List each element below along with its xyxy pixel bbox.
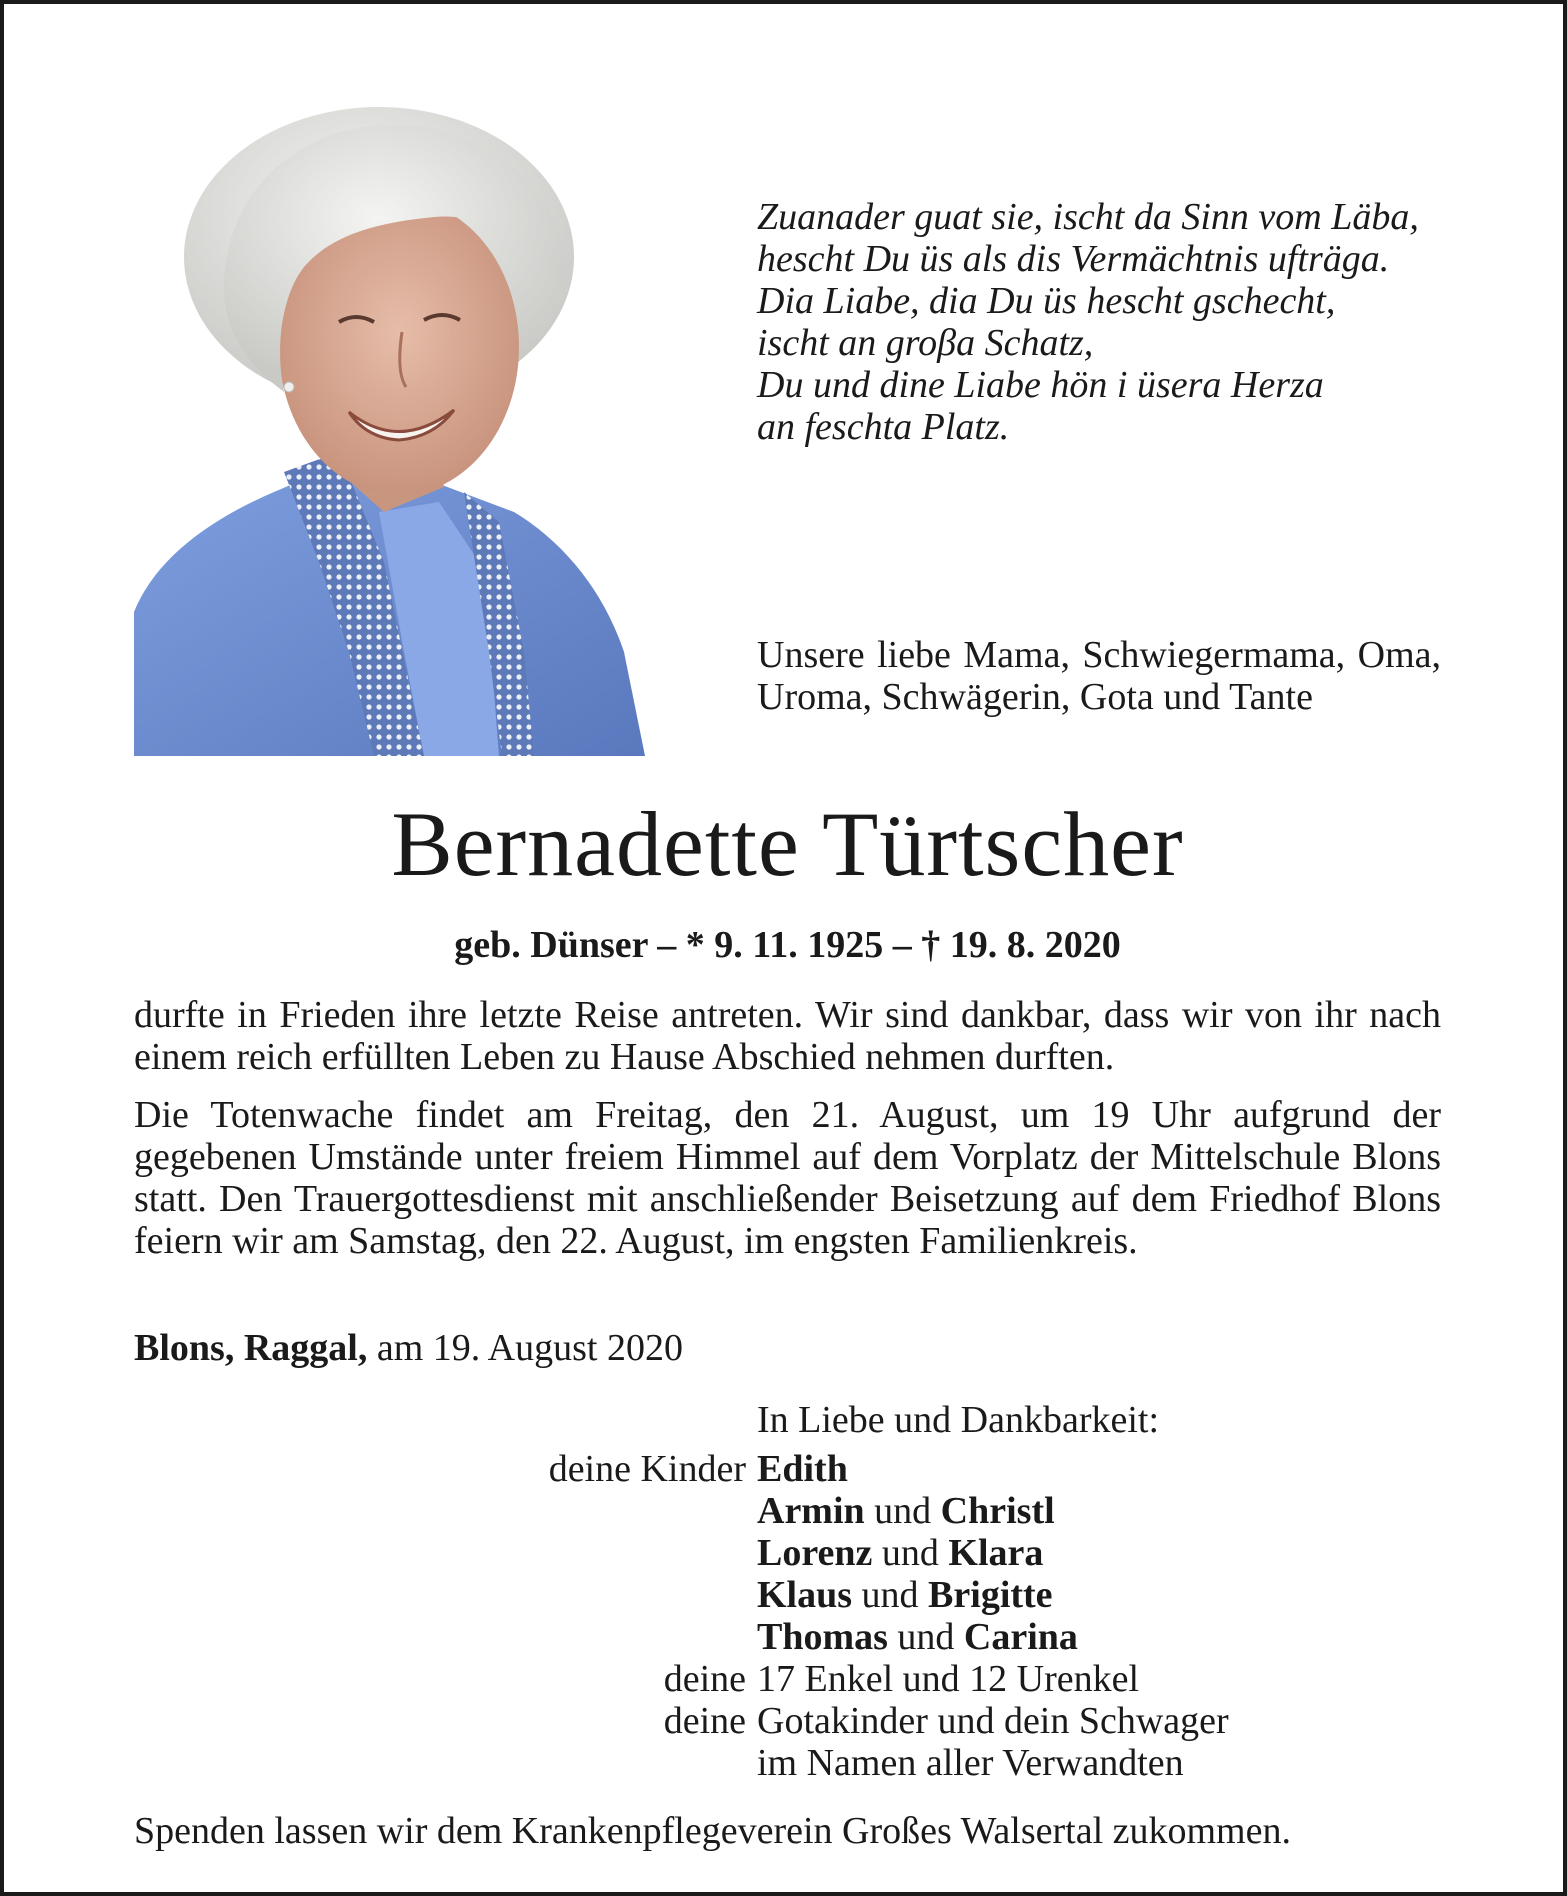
poem-line: ischt an groβa Schatz, bbox=[757, 322, 1094, 364]
poem-line: Du und dine Liabe hön i üsera Herza bbox=[757, 364, 1324, 406]
grandchildren-label: deine bbox=[663, 1658, 746, 1700]
paragraph-wake-funeral: Die Totenwache findet am Freitag, den 21. August, um 19 Uhr aufgrund der gegebenen Umstände unter freiem Himmel auf dem Vorplatz der Mittelschule Blons statt. Den Trauergottesdienst mit anschließender Beisetzung auf dem Friedhof Blons feiern wir am Samstag, den 22. August, im engsten Familienkreis. bbox=[134, 1094, 1441, 1262]
child-name: Edith bbox=[757, 1448, 848, 1490]
family-row bbox=[4, 1448, 1567, 1490]
portrait-photo bbox=[134, 92, 645, 756]
paragraph-farewell: durfte in Frieden ihre letzte Reise antreten. Wir sind dankbar, dass wir von ihr nach einem reich erfüllten Leben zu Hause Abschied nehmen durften. bbox=[134, 994, 1441, 1078]
child-couple: Thomas und Carina bbox=[757, 1616, 1078, 1658]
godchildren: Gotakinder und dein Schwager bbox=[757, 1700, 1229, 1742]
signoff: In Liebe und Dankbarkeit: bbox=[757, 1399, 1160, 1441]
donation-note: Spenden lassen wir dem Krankenpflegeverein Großes Walsertal zukommen. bbox=[134, 1810, 1291, 1852]
family-row bbox=[4, 1574, 1567, 1616]
grandchildren: 17 Enkel und 12 Urenkel bbox=[757, 1658, 1140, 1700]
poem-line: Dia Liabe, dia Du üs hescht gschecht, bbox=[757, 280, 1336, 322]
children-label: deine Kinder bbox=[548, 1448, 746, 1490]
family-row bbox=[4, 1742, 1567, 1784]
poem bbox=[757, 196, 1477, 448]
intro-text: Unsere liebe Mama, Schwiegermama, Oma, Uroma, Schwägerin, Gota und Tante bbox=[757, 634, 1441, 718]
place-date bbox=[134, 1327, 683, 1369]
birth-death-dates: geb. Dünser – * 9. 11. 1925 – † 19. 8. 2020 bbox=[454, 924, 1121, 966]
family-row bbox=[4, 1490, 1567, 1532]
child-couple: Lorenz und Klara bbox=[757, 1532, 1044, 1574]
relatives: im Namen aller Verwandten bbox=[757, 1742, 1184, 1784]
place-names: Blons, Raggal, bbox=[134, 1327, 368, 1369]
child-couple: Klaus und Brigitte bbox=[757, 1574, 1053, 1616]
poem-line: hescht Du üs als dis Vermächtnis ufträga. bbox=[757, 238, 1390, 280]
poem-line: Zuanader guat sie, ischt da Sinn vom Läba, bbox=[757, 196, 1419, 238]
portrait-photo-illustration bbox=[134, 92, 645, 756]
family-row bbox=[4, 1616, 1567, 1658]
deceased-name: Bernadette Türtscher bbox=[391, 793, 1184, 895]
family-row bbox=[4, 1658, 1567, 1700]
child-couple: Armin und Christl bbox=[757, 1490, 1055, 1532]
godchildren-label: deine bbox=[663, 1700, 746, 1742]
poem-line: an feschta Platz. bbox=[757, 406, 1010, 448]
family-row bbox=[4, 1532, 1567, 1574]
place-date-text: am 19. August 2020 bbox=[367, 1327, 683, 1369]
family-list bbox=[4, 1448, 1567, 1784]
family-row bbox=[4, 1700, 1567, 1742]
